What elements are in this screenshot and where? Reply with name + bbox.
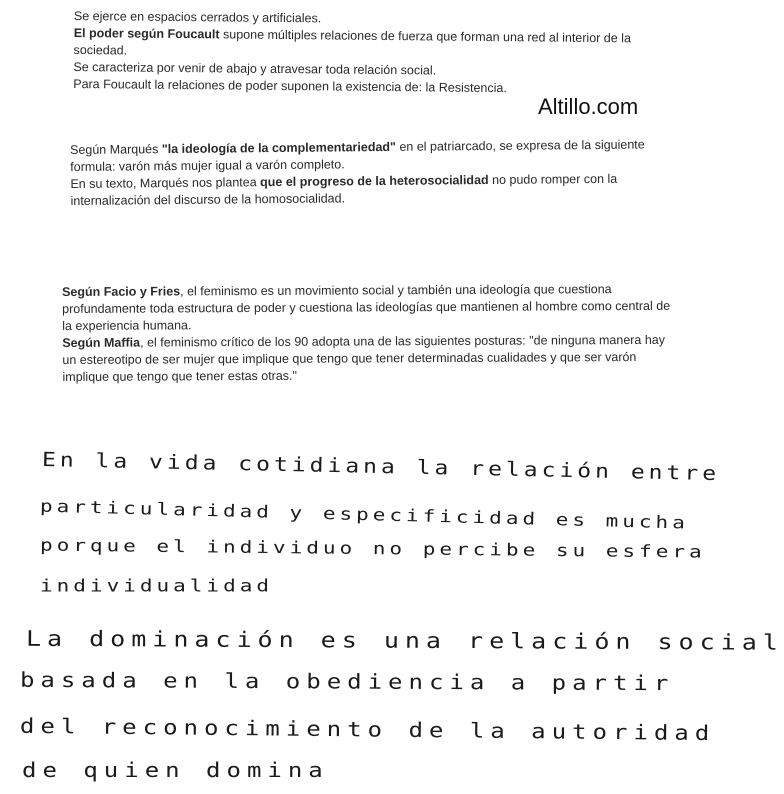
block2-p1-bold: "la ideología de la complementariedad": [161, 139, 397, 157]
printed-text-block-1: [73, 8, 674, 99]
block1-line3: Se caracteriza por venir de abajo y atravesar toda relación social.: [73, 59, 437, 78]
handwritten-line: de quien domina: [22, 758, 329, 782]
block3-para1: [62, 281, 672, 335]
handwritten-line: La dominación es una relación social: [25, 626, 784, 655]
watermark-logo: Altillo.com: [538, 94, 639, 119]
block1-line2: [74, 25, 674, 65]
block2-p2-bold: que el progreso de la heterosocialidad: [260, 172, 489, 190]
block2-para2: [70, 170, 670, 210]
block1-line2-bold: El poder según Foucault: [73, 25, 220, 42]
block2-p2-end: no pudo romper con la internalización del discurso de la homosocialidad.: [70, 171, 618, 208]
block2-p1-end: en el patriarcado, se expresa de la siguiente formula: varón más mujer igual a varón completo.: [70, 137, 645, 174]
block1-line2-rest: supone múltiples relaciones de fuerza que forman una red al interior de la sociedad.: [73, 27, 632, 58]
handwritten-line: particularidad y especificidad es mucha: [39, 496, 690, 533]
handwritten-line: del reconocimiento de la autoridad: [19, 714, 716, 746]
handwritten-line: individualidad: [40, 576, 274, 596]
block1-line1: Se ejerce en espacios cerrados y artificiales.: [73, 8, 322, 26]
block3-p1-bold: Según Facio y Fries: [62, 284, 181, 299]
block3-p1-rest: , el feminismo es un movimiento social y también una ideología que cuestiona profundamente toda estructura de poder y cuestiona las ideologías que mantienen al hombre como central de la experiencia humana.: [62, 282, 671, 333]
block2-para1: [70, 136, 670, 176]
printed-text-block-3: [62, 281, 673, 386]
block2-p1-start: Según Marqués: [70, 142, 162, 157]
handwritten-line: En la vida cotidiana la relación entre: [41, 448, 721, 486]
handwritten-line: porque el individuo no percibe su esfera: [39, 535, 706, 562]
printed-text-block-2: [70, 136, 671, 210]
block2-p2-start: En su texto, Marqués nos plantea: [70, 175, 261, 191]
block3-p2-rest: , el feminismo crítico de los 90 adopta una de las siguientes posturas: "de ninguna manera hay un estereotipo de ser mujer que implique que tengo que tener determinadas cualidades y que ser varón implique que tengo que tener estas otras.": [62, 332, 666, 384]
block3-p2-bold: Según Maffia: [62, 335, 141, 350]
block1-line4: Para Foucault la relaciones de poder suponen la existencia de: la Resistencia.: [73, 76, 507, 96]
handwritten-line: basada en la obediencia a partir: [19, 668, 675, 696]
block3-para2: [62, 332, 672, 386]
